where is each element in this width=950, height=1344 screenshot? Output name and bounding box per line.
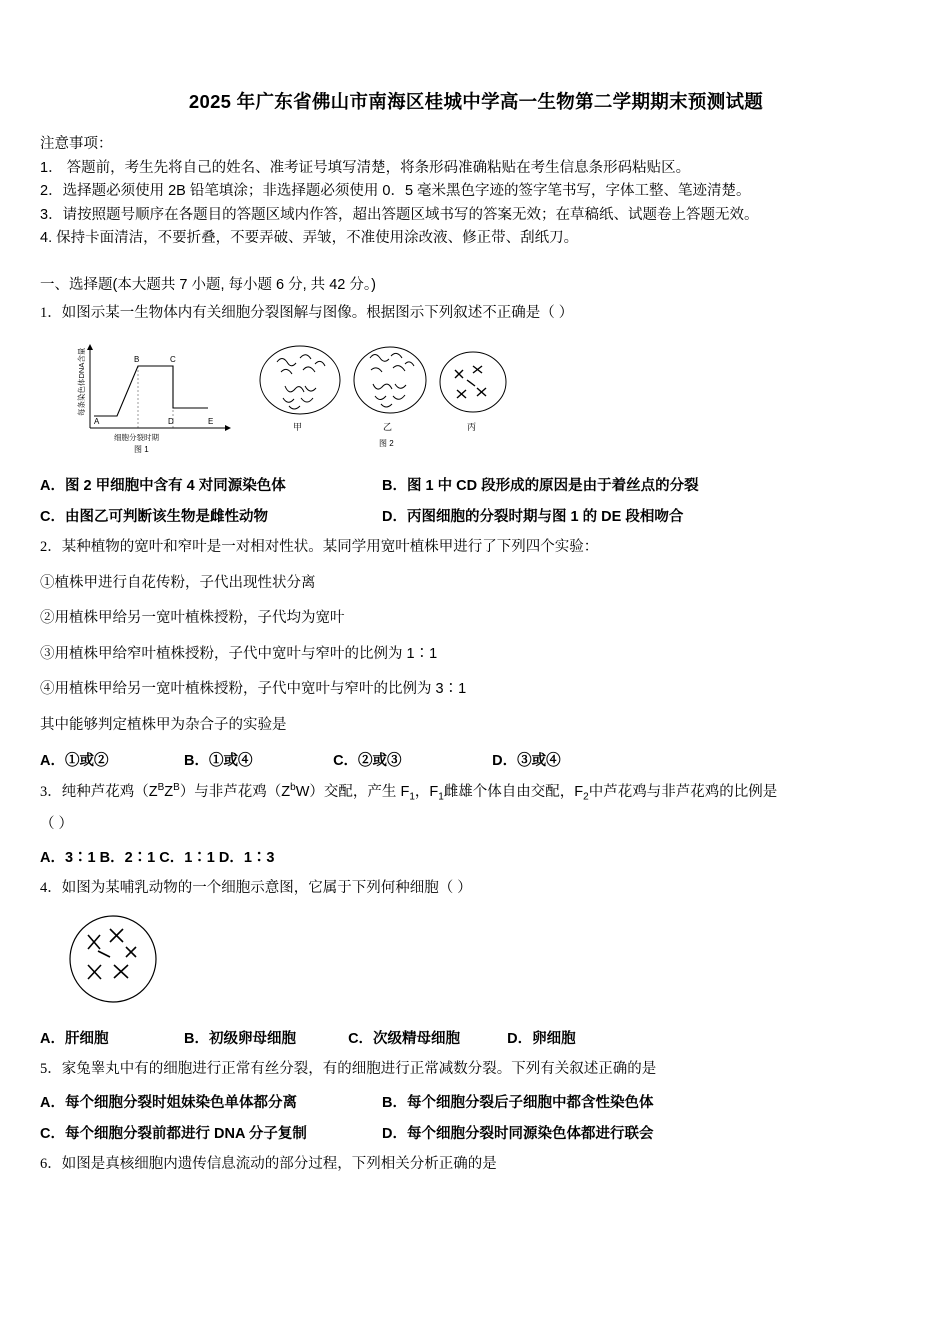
svg-text:C: C xyxy=(170,355,176,365)
notice-item-4: 4. 保持卡面清洁，不要折叠，不要弄破、弄皱，不准使用涂改液、修正带、刮纸刀。 xyxy=(40,230,579,247)
question-2-number: 2． xyxy=(40,539,62,556)
svg-text:每条染色体DNA含量: 每条染色体DNA含量 xyxy=(77,348,86,417)
question-5-option-c: C．每个细胞分裂前都进行 DNA 分子复制 xyxy=(40,1125,307,1142)
question-4-text: 如图为某哺乳动物的一个细胞示意图，它属于下列何种细胞（ ） xyxy=(61,879,472,896)
question-4-stem xyxy=(40,877,912,899)
question-3-number: 3． xyxy=(40,784,62,801)
svg-text:细胞分裂时期: 细胞分裂时期 xyxy=(114,433,159,443)
section-heading-multiple-choice: 一、选择题(本大题共 7 小题, 每小题 6 分, 共 42 分。) xyxy=(40,276,376,293)
question-1-stem xyxy=(40,302,912,324)
question-5-options-row-1 xyxy=(40,1091,912,1112)
question-4-option-c: C．次级精母细胞 xyxy=(348,1031,461,1048)
question-2-option-c: C．②或③ xyxy=(333,753,402,770)
q3-sub1: 1 xyxy=(409,791,415,803)
question-3-stem-line2: （ ） xyxy=(40,816,74,833)
question-5-option-a: A．每个细胞分裂时姐妹染色单体都分离 xyxy=(40,1094,297,1111)
question-6-stem xyxy=(40,1153,912,1175)
question-1-option-b: B．图 1 中 CD 段形成的原因是由于着丝点的分裂 xyxy=(382,478,699,495)
question-1-number: 1． xyxy=(40,304,62,321)
question-4-option-b: B．初级卵母细胞 xyxy=(184,1031,297,1048)
q3-sup1: B xyxy=(157,782,165,794)
svg-text:甲: 甲 xyxy=(293,422,303,433)
question-6-number: 6． xyxy=(40,1155,62,1172)
q3-p6: 雌雄个体自由交配，F xyxy=(443,784,584,801)
q3-p4: W）交配，产生 F xyxy=(295,784,410,801)
question-2-item-3: ③用植株甲给窄叶植株授粉，子代中宽叶与窄叶的比例为 1∶1 xyxy=(40,645,438,662)
svg-text:图 1: 图 1 xyxy=(134,445,149,455)
cell-division-diagrams xyxy=(255,334,515,454)
notice-item-3: 3．请按照题号顺序在各题目的答题区域内作答，超出答题区域书写的答案无效；在草稿纸、试题卷上答题无效。 xyxy=(40,206,759,223)
question-3-stem xyxy=(40,780,912,805)
question-2-item-4: ④用植株甲给另一宽叶植株授粉，子代中宽叶与窄叶的比例为 3∶1 xyxy=(40,681,467,698)
question-1-option-d: D．丙图细胞的分裂时期与图 1 的 DE 段相吻合 xyxy=(382,509,684,526)
question-4-option-d: D．卵细胞 xyxy=(507,1031,576,1048)
question-2-text: 某种植物的宽叶和窄叶是一对相对性状。某同学用宽叶植株甲进行了下列四个实验： xyxy=(61,539,599,556)
notice-item-1: 1． 答题前，考生先将自己的姓名、准考证号填写清楚，将条形码准确粘贴在考生信息条形码粘贴区。 xyxy=(40,160,691,176)
q3-sub3: 2 xyxy=(583,791,589,803)
question-2-stem xyxy=(40,536,912,558)
question-2-options xyxy=(40,749,912,770)
svg-text:D: D xyxy=(168,417,174,427)
q3-sub2: 1 xyxy=(438,791,444,803)
svg-text:图 2: 图 2 xyxy=(379,439,394,449)
q3-p1: 纯种芦花鸡（Z xyxy=(61,784,158,801)
question-5-text: 家兔睾丸中有的细胞进行正常有丝分裂，有的细胞进行正常减数分裂。下列有关叙述正确的是 xyxy=(61,1061,657,1078)
q3-p2: Z xyxy=(164,784,174,801)
question-4-figure xyxy=(40,907,912,1017)
question-4-options xyxy=(40,1027,912,1048)
question-2-option-a: A．①或② xyxy=(40,753,109,770)
page-content xyxy=(40,88,912,1183)
notice-item-2: 2．选择题必须使用 2B 铅笔填涂；非选择题必须使用 0．5 毫米黑色字迹的签字笔书写，字体工整、笔迹清楚。 xyxy=(40,183,751,200)
question-1-figure xyxy=(40,332,912,464)
question-5-options-row-2 xyxy=(40,1122,912,1143)
question-2-item-1: ①植株甲进行自花传粉，子代出现性状分离 xyxy=(40,574,316,591)
question-6-text: 如图是真核细胞内遗传信息流动的部分过程，下列相关分析正确的是 xyxy=(61,1155,497,1172)
question-1-option-c: C．由图乙可判断该生物是雌性动物 xyxy=(40,509,268,526)
question-4-number: 4． xyxy=(40,879,62,896)
question-1-options-row-1 xyxy=(40,474,912,495)
question-5-option-b: B．每个细胞分裂后子细胞中都含性染色体 xyxy=(382,1094,654,1111)
q3-p3: ）与非芦花鸡（Z xyxy=(179,784,291,801)
svg-text:B: B xyxy=(134,355,140,365)
q3-sup2: B xyxy=(173,782,180,794)
question-2-tail: 其中能够判定植株甲为杂合子的实验是 xyxy=(40,716,287,733)
svg-text:丙: 丙 xyxy=(467,422,477,433)
mammal-cell-diagram xyxy=(58,907,168,1013)
question-5-option-d: D．每个细胞分裂时同源染色体都进行联会 xyxy=(382,1125,654,1142)
svg-text:E: E xyxy=(208,417,214,427)
svg-text:乙: 乙 xyxy=(383,422,393,433)
question-5-stem xyxy=(40,1058,912,1080)
q3-sup3: b xyxy=(290,782,296,794)
question-1-options-row-2 xyxy=(40,505,912,526)
svg-text:A: A xyxy=(94,417,100,427)
question-2-option-d: D．③或④ xyxy=(492,753,561,770)
q3-p5: ，F xyxy=(414,784,439,801)
question-5-number: 5． xyxy=(40,1061,62,1078)
question-3-options: A．3∶1 B．2∶1 C．1∶1 D．1∶3 xyxy=(40,849,275,866)
question-1-option-a: A．图 2 甲细胞中含有 4 对同源染色体 xyxy=(40,478,286,495)
question-4-option-a: A．肝细胞 xyxy=(40,1031,109,1048)
question-2-option-b: B．①或④ xyxy=(184,753,253,770)
question-2-item-2: ②用植株甲给另一宽叶植株授粉，子代均为宽叶 xyxy=(40,610,345,627)
q3-p7: 中芦花鸡与非芦花鸡的比例是 xyxy=(588,784,778,801)
notice-heading: 注意事项： xyxy=(40,136,113,152)
page-title: 2025 年广东省佛山市南海区桂城中学高一生物第二学期期末预测试题 xyxy=(188,91,764,112)
dna-content-line-graph xyxy=(42,336,242,456)
question-1-text: 如图示某一生物体内有关细胞分裂图解与图像。根据图示下列叙述不正确是（ ） xyxy=(61,304,574,321)
